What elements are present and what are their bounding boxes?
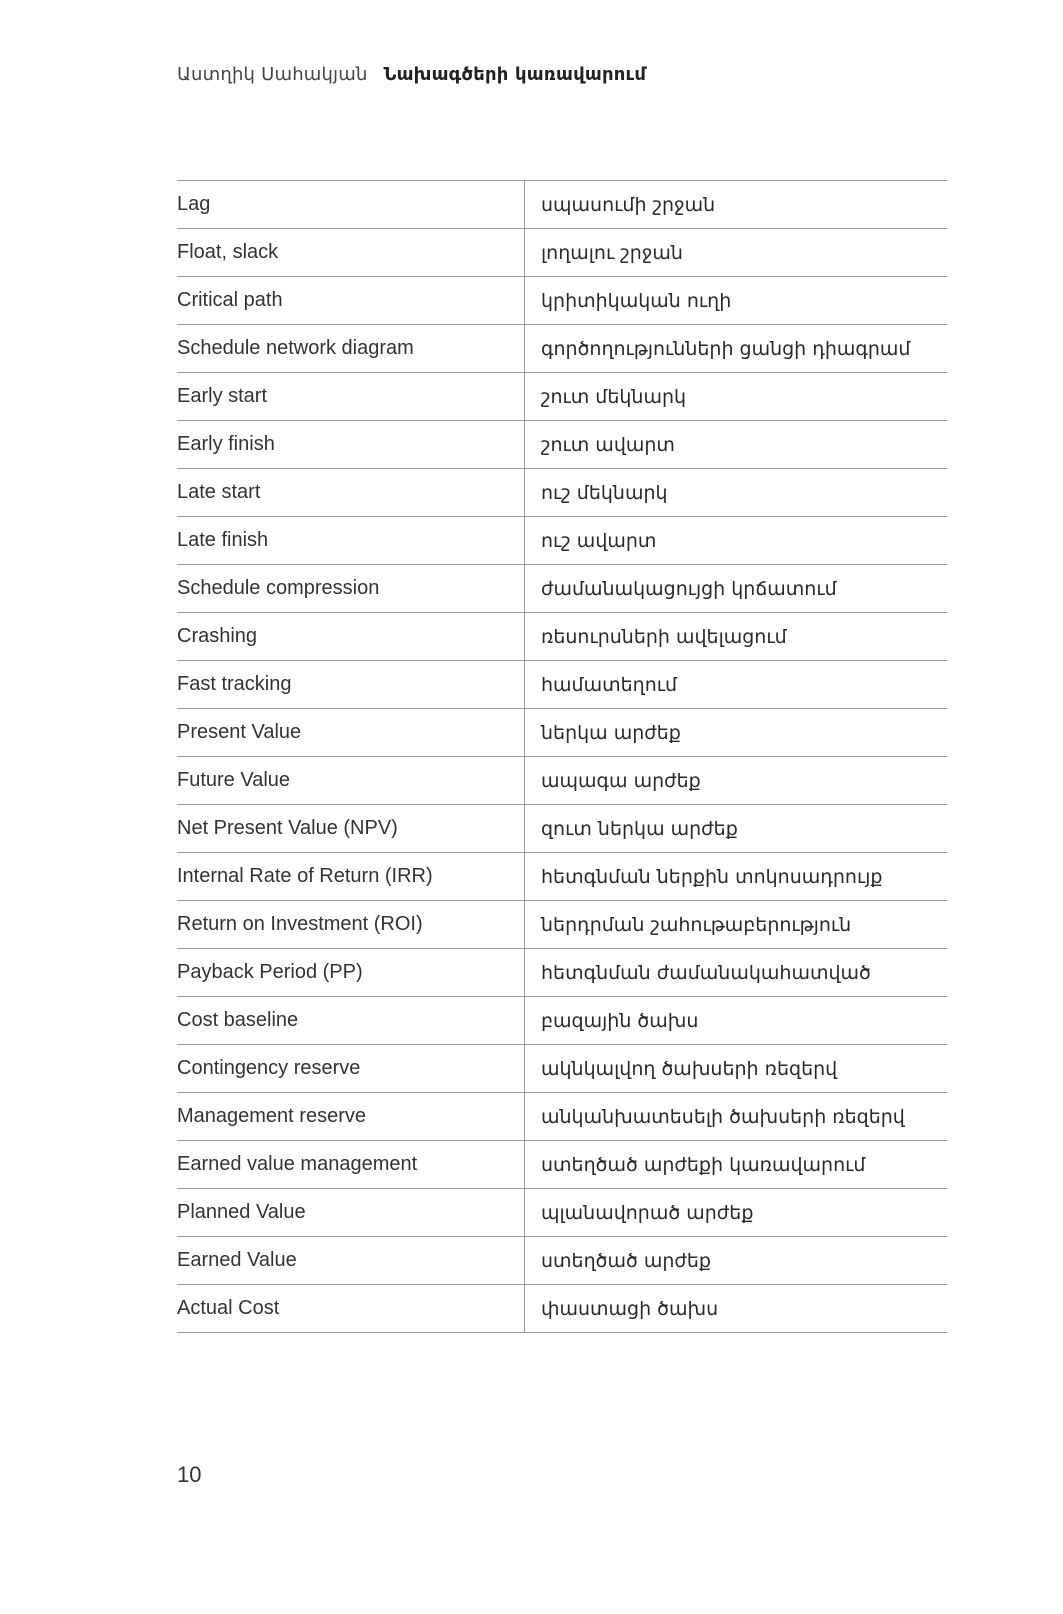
table-row <box>177 565 947 613</box>
translation-cell: զուտ ներկա արժեք <box>525 805 948 853</box>
translation-cell: անկանխատեսելի ծախսերի ռեզերվ <box>525 1093 948 1141</box>
table-row <box>177 325 947 373</box>
header-author: Աստղիկ Սահակյան <box>177 64 368 85</box>
glossary-body <box>177 181 947 1333</box>
term-cell: Crashing <box>177 613 525 661</box>
table-row <box>177 997 947 1045</box>
term-cell: Management reserve <box>177 1093 525 1141</box>
term-cell: Planned Value <box>177 1189 525 1237</box>
translation-cell: ներկա արժեք <box>525 709 948 757</box>
term-cell: Late finish <box>177 517 525 565</box>
translation-cell: ուշ ավարտ <box>525 517 948 565</box>
translation-cell: ռեսուրսների ավելացում <box>525 613 948 661</box>
table-row <box>177 1093 947 1141</box>
translation-cell: շուտ ավարտ <box>525 421 948 469</box>
table-row <box>177 277 947 325</box>
table-row <box>177 709 947 757</box>
table-row <box>177 853 947 901</box>
term-cell: Future Value <box>177 757 525 805</box>
table-row <box>177 613 947 661</box>
table-row <box>177 469 947 517</box>
table-row <box>177 1189 947 1237</box>
table-row <box>177 1237 947 1285</box>
translation-cell: սպասումի շրջան <box>525 181 948 229</box>
term-cell: Early start <box>177 373 525 421</box>
header-book-title: Նախագծերի կառավարում <box>383 64 647 85</box>
translation-cell: լողալու շրջան <box>525 229 948 277</box>
table-row <box>177 1285 947 1333</box>
translation-cell: փաստացի ծախս <box>525 1285 948 1333</box>
term-cell: Net Present Value (NPV) <box>177 805 525 853</box>
table-row <box>177 661 947 709</box>
translation-cell: ապագա արժեք <box>525 757 948 805</box>
term-cell: Critical path <box>177 277 525 325</box>
translation-cell: ուշ մեկնարկ <box>525 469 948 517</box>
term-cell: Fast tracking <box>177 661 525 709</box>
term-cell: Contingency reserve <box>177 1045 525 1093</box>
term-cell: Internal Rate of Return (IRR) <box>177 853 525 901</box>
term-cell: Cost baseline <box>177 997 525 1045</box>
running-header <box>177 64 646 85</box>
translation-cell: պլանավորած արժեք <box>525 1189 948 1237</box>
term-cell: Return on Investment (ROI) <box>177 901 525 949</box>
table-row <box>177 517 947 565</box>
term-cell: Actual Cost <box>177 1285 525 1333</box>
term-cell: Early finish <box>177 421 525 469</box>
table-row <box>177 373 947 421</box>
term-cell: Payback Period (PP) <box>177 949 525 997</box>
term-cell: Schedule compression <box>177 565 525 613</box>
translation-cell: կրիտիկական ուղի <box>525 277 948 325</box>
translation-cell: համատեղում <box>525 661 948 709</box>
table-row <box>177 181 947 229</box>
table-row <box>177 805 947 853</box>
term-cell: Late start <box>177 469 525 517</box>
term-cell: Float, slack <box>177 229 525 277</box>
term-cell: Schedule network diagram <box>177 325 525 373</box>
term-cell: Present Value <box>177 709 525 757</box>
translation-cell: շուտ մեկնարկ <box>525 373 948 421</box>
table-row <box>177 1141 947 1189</box>
glossary-table <box>177 180 947 1333</box>
table-row <box>177 757 947 805</box>
term-cell: Earned value management <box>177 1141 525 1189</box>
translation-cell: ակնկալվող ծախսերի ռեզերվ <box>525 1045 948 1093</box>
translation-cell: ներդրման շահութաբերություն <box>525 901 948 949</box>
table-row <box>177 901 947 949</box>
translation-cell: ժամանակացույցի կրճատում <box>525 565 948 613</box>
table-row <box>177 229 947 277</box>
translation-cell: ստեղծած արժեք <box>525 1237 948 1285</box>
translation-cell: բազային ծախս <box>525 997 948 1045</box>
translation-cell: հետգնման ներքին տոկոսադրույք <box>525 853 948 901</box>
translation-cell: գործողությունների ցանցի դիագրամ <box>525 325 948 373</box>
term-cell: Lag <box>177 181 525 229</box>
table-row <box>177 949 947 997</box>
translation-cell: ստեղծած արժեքի կառավարում <box>525 1141 948 1189</box>
table-row <box>177 1045 947 1093</box>
translation-cell: հետգնման ժամանակահատված <box>525 949 948 997</box>
page-number: 10 <box>177 1462 202 1487</box>
term-cell: Earned Value <box>177 1237 525 1285</box>
table-row <box>177 421 947 469</box>
